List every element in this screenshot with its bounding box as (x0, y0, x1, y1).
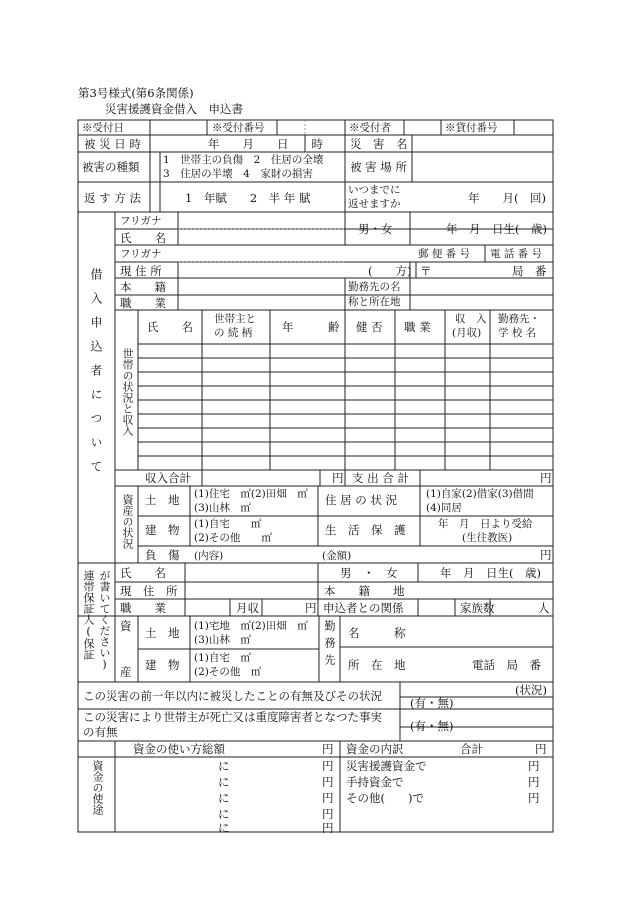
guarantor-occupation-label: 職 業 (120, 601, 166, 615)
guarantor-domicile-label: 本 籍 地 (324, 584, 405, 598)
guarantor-building-line1: (1)自宅 ㎡ (194, 652, 251, 664)
expense-total-label: 支 出 合 計 (352, 471, 409, 485)
furigana-label-2: フリガナ (120, 248, 162, 260)
land-line1: (1)住宅 ㎡(2)田畑 ㎡ (194, 488, 308, 500)
col-job: 職 業 (404, 320, 431, 334)
col-income: 収 入 (455, 313, 487, 325)
funds-item-yen: 円 (528, 775, 540, 789)
postal-code-label: 郵 便 番 号 (418, 248, 471, 260)
welfare-label: 生 活 保 護 (325, 523, 406, 537)
guarantor-company-label: 名 称 (348, 626, 406, 640)
funds-usage-yen: 円 (322, 821, 334, 835)
guarantor-land-line2: (3)山林 ㎡ (194, 634, 251, 646)
debt-detail: (内容) (194, 550, 224, 562)
col-workplace2: 学 校 名 (498, 327, 537, 339)
question-2-line2: の有無 (83, 725, 118, 739)
expense-yen: 円 (540, 471, 552, 485)
occupation-label: 職 業 (120, 296, 166, 310)
applicant-birth: 年 月 日生( 歳) (446, 222, 547, 236)
income-yen: 円 (332, 471, 344, 485)
guarantor-side-label: 連帯保証人(保証 (82, 570, 95, 660)
guarantor-monthly-label: 月収 (236, 601, 259, 615)
guarantor-work-label: 勤務先 (323, 620, 336, 671)
form-title: 災害援護資金借入 申込書 (105, 102, 243, 116)
guarantor-name-label: 氏 名 (120, 566, 166, 580)
guarantor-phone: 電話 局 番 (472, 658, 541, 672)
repay-method-value: 1 年賦 2 半 年 賦 (185, 191, 311, 205)
damage-place-label: 被 害 場 所 (350, 160, 407, 174)
received-number-label: ※受付番号 (212, 122, 265, 134)
repay-until-label2: 返せますか (348, 198, 401, 210)
domicile-label: 本 籍 (120, 280, 166, 294)
col-health: 健 否 (356, 320, 383, 334)
col-workplace: 勤務先・ (498, 313, 540, 325)
workplace-label2: 称と所在地 (348, 296, 401, 308)
welfare-line2: (生往教医) (462, 532, 513, 544)
loan-number-label: ※貸付番号 (445, 122, 498, 134)
income-total-label: 収入合計 (145, 471, 191, 485)
receiver-label: ※受付者 (349, 122, 391, 134)
guarantor-monthly-yen: 円 (305, 601, 317, 615)
col-relation: 世帯主と (214, 313, 256, 325)
funds-usage-item: に (218, 759, 230, 773)
guarantor-land-label: 土 地 (145, 626, 180, 640)
question-1-answer: (有・無) (410, 696, 454, 710)
guarantor-family-label: 家族数 (460, 601, 495, 615)
guarantor-address-label: 現 住 所 (120, 584, 178, 598)
funds-usage-item: に (218, 775, 230, 789)
repay-until-label: いつまでに (348, 184, 401, 196)
phone-number-label: 電 話 番 号 (490, 248, 543, 260)
welfare-line1: 年 月 日より受給 (438, 518, 533, 530)
household-side-label: 世帯の状況と収入 (121, 348, 134, 436)
disaster-datetime-label: 被 災 日 時 (84, 137, 141, 151)
workplace-label: 勤務先の名 (348, 281, 401, 293)
question-1-status: (状況) (515, 683, 547, 697)
residence-line1: (1)自家(2)借家(3)借間 (426, 488, 534, 500)
land-line2: (3)山林 ㎡ (194, 502, 251, 514)
col-income2: (月収) (452, 327, 482, 339)
applicant-side-label: 借入申込者について (89, 268, 103, 484)
building-line2: (2)その他 ㎡ (194, 532, 272, 544)
repay-method-label: 返 す 方 法 (84, 191, 141, 205)
guarantor-relation-label: 申込者との関係 (323, 601, 404, 615)
residence-label: 住 居 の 状 況 (325, 493, 398, 507)
applicant-name-label: 氏 名 (120, 231, 166, 245)
col-age: 年 齢 (282, 320, 340, 334)
funds-item-yen: 円 (528, 759, 540, 773)
funds-item-label: 手持資金で (346, 775, 404, 789)
funds-usage-yen: 円 (322, 807, 334, 821)
damage-type-line1: 1 世帯主の負傷 2 住居の全壊 (163, 154, 324, 166)
funds-usage-item: に (218, 821, 230, 835)
address-label: 現 住 所 (120, 264, 162, 278)
funds-usage-yen: 円 (322, 775, 334, 789)
damage-type-label: 被害の種類 (82, 160, 140, 174)
funds-usage-total-yen: 円 (322, 742, 334, 756)
land-label: 土 地 (145, 493, 180, 507)
funds-usage-item: に (218, 791, 230, 805)
guarantor-asset-label2: 産 (120, 665, 132, 679)
funds-item-label: 災害援護資金で (346, 759, 427, 773)
question-2-answer: (有・無) (410, 719, 454, 733)
building-label: 建 物 (145, 523, 180, 537)
guarantor-birth: 年 月 日生( 歳) (440, 566, 541, 580)
applicant-sex: 男・女 (358, 222, 393, 236)
funds-usage-item: に (218, 807, 230, 821)
funds-usage-total-label: 資金の使い方総額 (133, 742, 225, 756)
postal-mark: 〒 (420, 264, 432, 278)
debt-label: 負 傷 (145, 548, 180, 562)
funds-item-label: その他( )で (346, 791, 424, 805)
guarantor-sex: 男 ・ 女 (340, 566, 398, 580)
guarantor-location-label: 所 在 地 (348, 658, 406, 672)
disaster-datetime-value: 年 月 日 時 (208, 137, 323, 151)
guarantor-asset-label: 資 (120, 619, 132, 633)
guarantor-building-label: 建 物 (145, 658, 180, 672)
debt-yen: 円 (540, 548, 552, 562)
phone-exchange: 局 番 (512, 264, 547, 278)
guarantor-land-line1: (1)宅地 ㎡(2)田畑 ㎡ (194, 620, 308, 632)
form-number: 第3号様式(第6条関係) (78, 86, 194, 100)
damage-type-line2: 3 住居の半壊 4 家財の損害 (163, 168, 313, 180)
funds-breakdown-label: 資金の内訳 (346, 742, 404, 756)
assets-side-label: 資産の状況 (121, 494, 134, 549)
col-name: 氏 名 (147, 320, 193, 334)
residence-line2: (4)同居 (426, 502, 462, 514)
received-date-label: ※受付日 (82, 122, 124, 134)
funds-item-yen: 円 (528, 791, 540, 805)
guarantor-persons: 人 (538, 601, 550, 615)
disaster-name-label: 災 害 名 (350, 137, 408, 151)
question-2: この災害により世帯主が死亡又は重度障害者となつた事実 (83, 710, 382, 724)
question-1: この災害の前一年以内に被災したことの有無及びその状況 (83, 689, 382, 703)
guarantor-side-label2: が書いてください) (98, 570, 111, 671)
col-relation2: の 続 柄 (214, 327, 253, 339)
debt-amount: (金額) (322, 550, 352, 562)
funds-usage-yen: 円 (322, 759, 334, 773)
funds-usage-yen: 円 (322, 791, 334, 805)
repay-until-value: 年 月( 回) (468, 191, 546, 205)
guarantor-building-line2: (2)その他 ㎡ (194, 666, 262, 678)
funds-total-yen: 円 (535, 742, 547, 756)
furigana-label: フリガナ (120, 215, 162, 227)
address-phone-paren: ( 方) (368, 264, 412, 278)
funds-side-label: 資金の使途 (91, 760, 104, 815)
funds-total-label: 合計 (460, 742, 483, 756)
building-line1: (1)自宅 ㎡ (194, 518, 262, 530)
